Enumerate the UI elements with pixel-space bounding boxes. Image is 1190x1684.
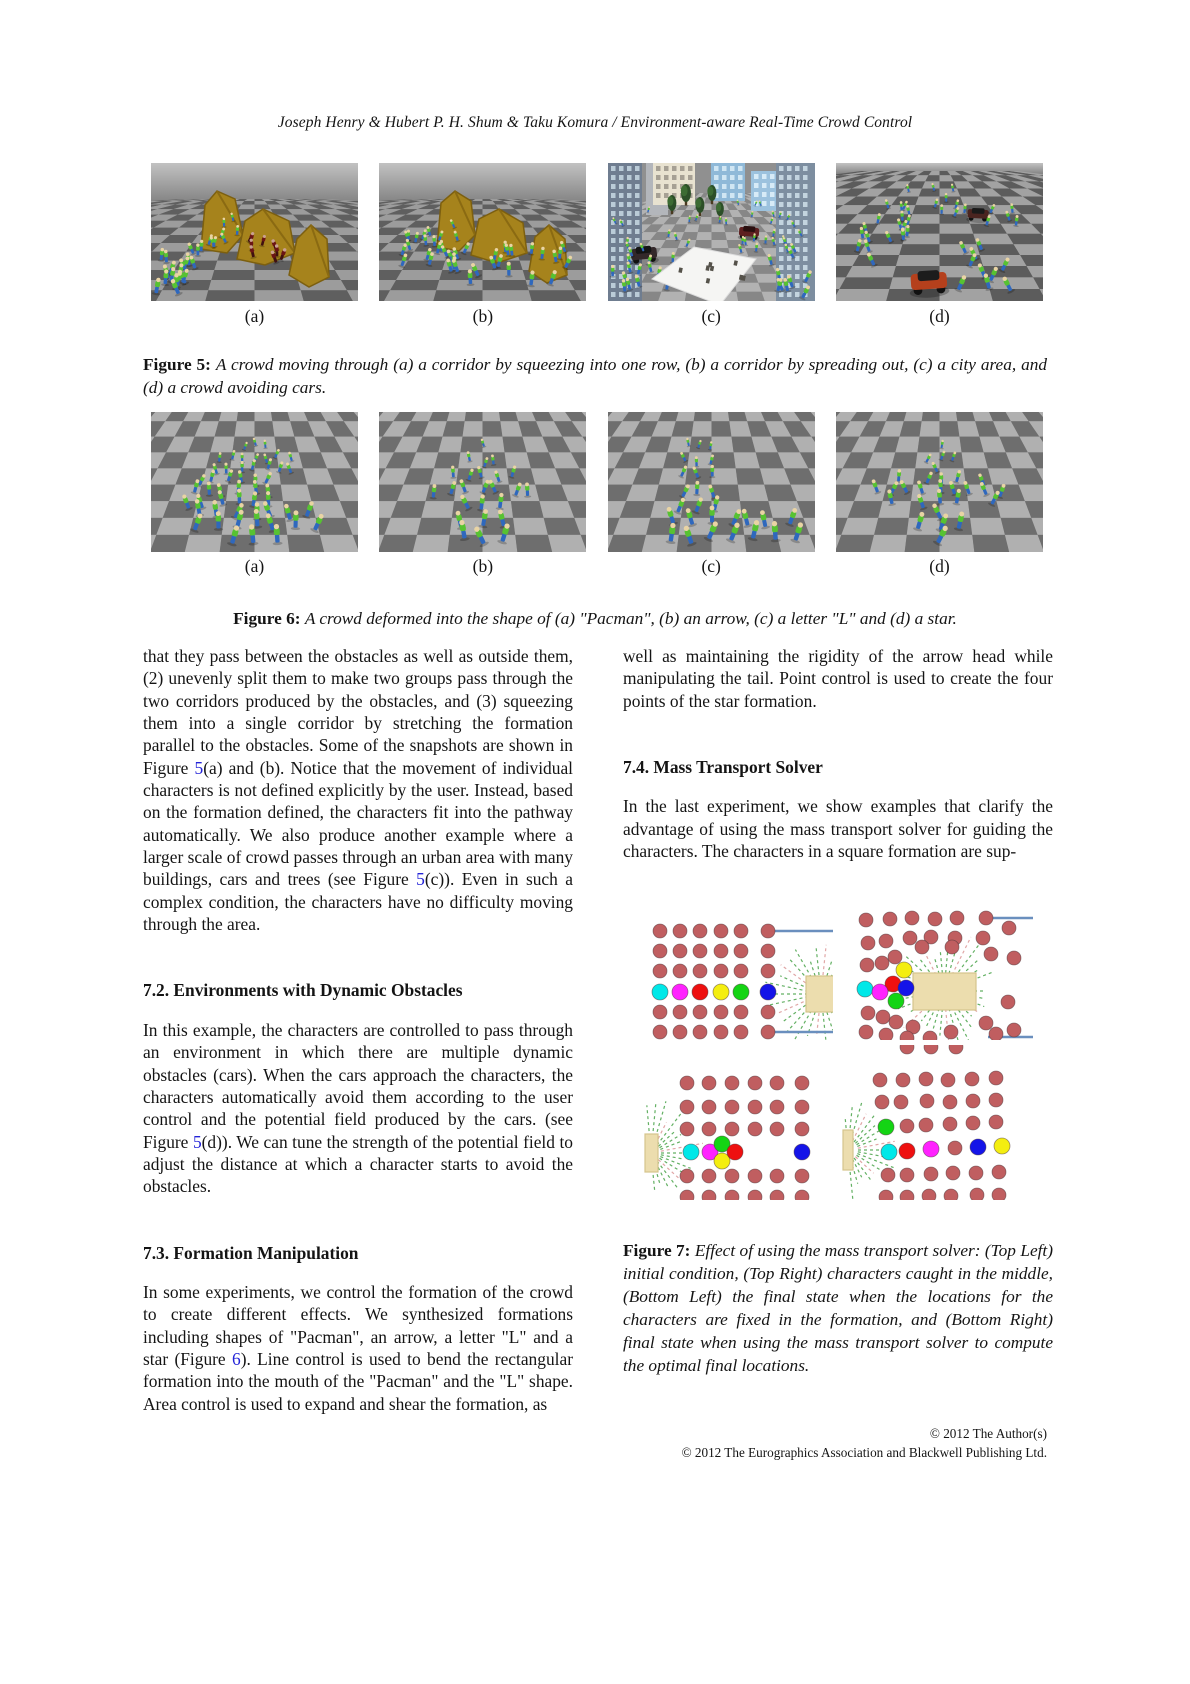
section-heading-7-4: 7.4. Mass Transport Solver xyxy=(623,757,823,778)
figure5-panel-d-image xyxy=(836,163,1043,301)
copyright-line-2: © 2012 The Eurographics Association and Blackwell Publishing Ltd. xyxy=(681,1445,1047,1460)
paragraph-7-2: In this example, the characters are controlled to pass through an environment in which there are multiple dynamic obstacles (cars). When the cars approach the characters, the characters automatically avoid them according to the user control and the potential field produced by the cars. (see Figure 5(d)). We can tune the strength of the potential field to adjust the distance at which a character starts to avoid the obstacles. xyxy=(143,1019,573,1197)
copyright-footer xyxy=(682,1424,1047,1462)
figure6-label-c: (c) xyxy=(701,556,721,576)
figure5-image-row xyxy=(151,163,1043,301)
figure6-label-b: (b) xyxy=(472,556,494,576)
figure6-panel-a-image xyxy=(151,412,358,552)
figure7-caption: Figure 7: Effect of using the mass transport solver: (Top Left) initial condition, (Top Right) characters caught in the middle, (Bottom Left) the final state when the locations for the characters are fixed in the formation, and (Bottom Right) final state when using the mass transport solver to compute the optimal final locations. xyxy=(623,1240,1053,1375)
figure6-panel-c-image xyxy=(608,412,815,552)
figure6-caption: Figure 6: A crowd deformed into the shape of (a) "Pacman", (b) an arrow, (c) a letter "L" and (d) a star. xyxy=(233,609,957,629)
figure7-wrapper xyxy=(638,890,1038,1205)
figure5-label-c: (c) xyxy=(701,306,721,326)
paragraph-7-4: In the last experiment, we show examples that clarify the advantage of using the mass transport solver for guiding the characters. The characters in a square formation are sup- xyxy=(623,796,1053,862)
figure6-panel-b-image xyxy=(379,412,586,552)
right-column xyxy=(623,645,1053,1377)
figure5-panel-b-image xyxy=(379,163,586,301)
paragraph-7-1-tail: that they pass between the obstacles as well as outside them, (2) unevenly split them to make two groups pass through the two corridors produced by the obstacles, and (3) squeezing them into a single corridor by stretching the formation parallel to the obstacles. Some of the snapshots are shown in Figure 5(a) and (b). Notice that the movement of individual characters is not defined explicitly by the user. Instead, based on the formation defined, the characters fit into the pathway automatically. We also produce another example where a larger scale of crowd passes through an urban area with many buildings, cars and trees (see Figure 5(c)). Even in such a complex condition, the characters have no difficulty moving through the area. xyxy=(143,646,573,935)
figure6-label-a: (a) xyxy=(244,556,265,576)
figure5-label-a: (a) xyxy=(244,306,265,326)
figure-ref-link[interactable]: 5 xyxy=(192,1131,202,1152)
figure5-panel-a-image xyxy=(151,163,358,301)
paragraph-7-3: In some experiments, we control the formation of the crowd to create different effects. We synthesized formations including shapes of "Pacman", an arrow, a letter "L" and a star (Figure 6). Line control is used to bend the rectangular formation into the mouth of the "Pacman" and the "L" shape. Area control is used to expand and shear the formation, as xyxy=(143,1281,573,1414)
figure6-image-row xyxy=(151,412,1043,552)
figure5-label-d: (d) xyxy=(929,306,950,326)
section-heading-7-3: 7.3. Formation Manipulation xyxy=(143,1242,359,1263)
section-heading-7-2: 7.2. Environments with Dynamic Obstacles xyxy=(143,980,463,1001)
paragraph-7-3-continued: well as maintaining the rigidity of the arrow head while manipulating the tail. Point control is used to create the four points of the star formation. xyxy=(623,646,1053,711)
figure-ref-link[interactable]: 5 xyxy=(194,757,204,778)
figure7-graphic xyxy=(638,890,1038,1200)
figure-ref-link[interactable]: 5 xyxy=(416,869,425,890)
figure6-labels xyxy=(151,556,1043,577)
figure6-panel-d-image xyxy=(836,412,1043,552)
copyright-line-1: © 2012 The Author(s) xyxy=(929,1426,1047,1441)
figure5-caption: Figure 5: A crowd moving through (a) a corridor by squeezing into one row, (b) a corridor by spreading out, (c) a city area, and (d) a crowd avoiding cars. xyxy=(143,355,1047,398)
figure6-label-d: (d) xyxy=(929,556,950,576)
left-column xyxy=(143,645,573,1415)
figure5-panel-c-image xyxy=(608,163,815,301)
figure-ref-link[interactable]: 6 xyxy=(232,1348,241,1369)
figure5-label-b: (b) xyxy=(472,306,494,326)
figure5-labels xyxy=(151,306,1043,327)
running-head: Joseph Henry & Hubert P. H. Shum & Taku Komura / Environment-aware Real-Time Crowd Control xyxy=(277,114,913,131)
